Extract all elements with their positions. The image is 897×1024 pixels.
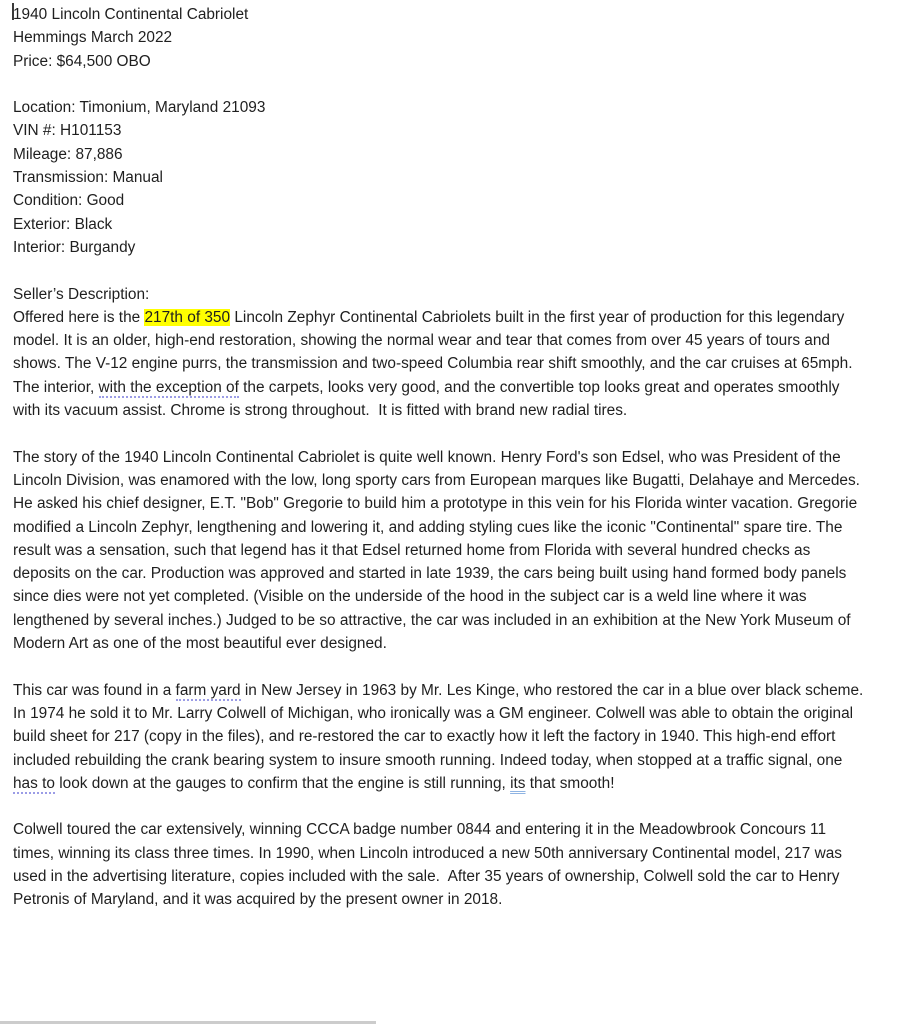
spec-interior[interactable]: Interior: Burgandy [13, 238, 136, 256]
grammar-underlined-text: farm yard [175, 681, 241, 699]
spec-condition[interactable]: Condition: Good [13, 192, 125, 210]
text-cursor [12, 3, 14, 20]
text-segment: Offered here is the [13, 308, 145, 326]
text-segment: look down at the gauges to confirm that the engine is still running, [54, 774, 511, 792]
spec-exterior[interactable]: Exterior: Black [13, 215, 113, 233]
grammar-underlined-text: has to [13, 774, 55, 792]
text-segment: Lincoln Zephyr Continental Cabriolets built in the first year of production for this legendary model. It is an older, high-end restoration, showing the normal wear and tear that comes from over 45 years of tours and shows. The V-12 engine purrs, the transmission and two-speed Columbia rear shift smoothly, and the car cruises at 65mph. The interior, [13, 308, 861, 396]
listing-title[interactable]: 1940 Lincoln Continental Cabriolet [13, 6, 249, 23]
spec-vin[interactable]: VIN #: H101153 [13, 122, 122, 140]
spec-mileage[interactable]: Mileage: 87,886 [13, 145, 123, 163]
paragraph-awards[interactable] [13, 818, 869, 911]
blank-line [13, 73, 869, 96]
blank-line [13, 795, 869, 818]
text-segment: Colwell toured the car extensively, winning CCCA badge number 0844 and entering it in the Meadowbrook Concours 11 times, winning its class three times. In 1990, when Lincoln introduced a new 50th anniversary Continental model, 217 was used in the advertising literature, copies included with the sale. After 35 years of ownership, Colwell sold the car to Henry Petronis of Maryland, and it was acquired by the present owner in 2018. [13, 821, 847, 909]
blank-line [13, 655, 869, 678]
grammar-underlined-text: with the exception of [98, 378, 239, 396]
listing-price[interactable]: Price: $64,500 OBO [13, 52, 151, 70]
text-segment: in New Jersey in 1963 by Mr. Les Kinge, who restored the car in a blue over black scheme. In 1974 he sold it to Mr. Larry Colwell of Michigan, who ironically was a GM engineer. Colwell was able to obtain the original build sheet for 217 (copy in the files), and re-restored the car to exactly how it left the factory in 1940. This high-end effort included rebuilding the crank bearing system to insure smooth running. Indeed today, when stopped at a traffic signal, one [13, 681, 868, 769]
paragraph-provenance[interactable] [13, 679, 869, 795]
text-segment: that smooth! [525, 774, 615, 792]
seller-description-heading[interactable]: Seller’s Description: [13, 285, 150, 303]
paragraph-history[interactable] [13, 446, 869, 656]
spec-transmission[interactable]: Transmission: Manual [13, 169, 163, 187]
text-segment: This car was found in a [13, 681, 176, 699]
paragraph-seller-description[interactable] [13, 306, 869, 422]
blank-line [13, 422, 869, 445]
grammar-underlined-text: its [510, 774, 526, 792]
text-segment: The story of the 1940 Lincoln Continental Cabriolet is quite well known. Henry Ford's son Edsel, who was President of the Lincoln Division, was enamored with the low, long sporty cars from European marques like Bugatti, Delahaye and Mercedes. He asked his chief designer, E.T. "Bob" Gregorie to build him a prototype in this vein for his Florida winter vacation. Gregorie modified a Lincoln Zephyr, lengthening and lowering it, and adding styling cues like the iconic "Continental" spare tire. The result was a sensation, such that legend has it that Edsel returned home from Florida with several hundred checks as deposits on the car. Production was approved and started in late 1939, the cars being built using hand formed body panels since dies were not yet completed. (Visible on the underside of the hood in the subject car is a weld line where it was lengthened by several inches.) Judged to be so attractive, the car was included in an exhibition at the New York Museum of Modern Art as one of the most beautiful ever designed. [13, 448, 865, 653]
spec-location[interactable]: Location: Timonium, Maryland 21093 [13, 99, 266, 117]
blank-line [13, 259, 869, 282]
listing-source[interactable]: Hemmings March 2022 [13, 29, 173, 47]
highlighted-text: 217th of 350 [144, 308, 231, 326]
text-segment: the carpets, looks very good, and the convertible top looks great and operates smoothly with its vacuum assist. Chrome is strong throughout. It is fitted with brand new radial tires. [13, 378, 844, 420]
